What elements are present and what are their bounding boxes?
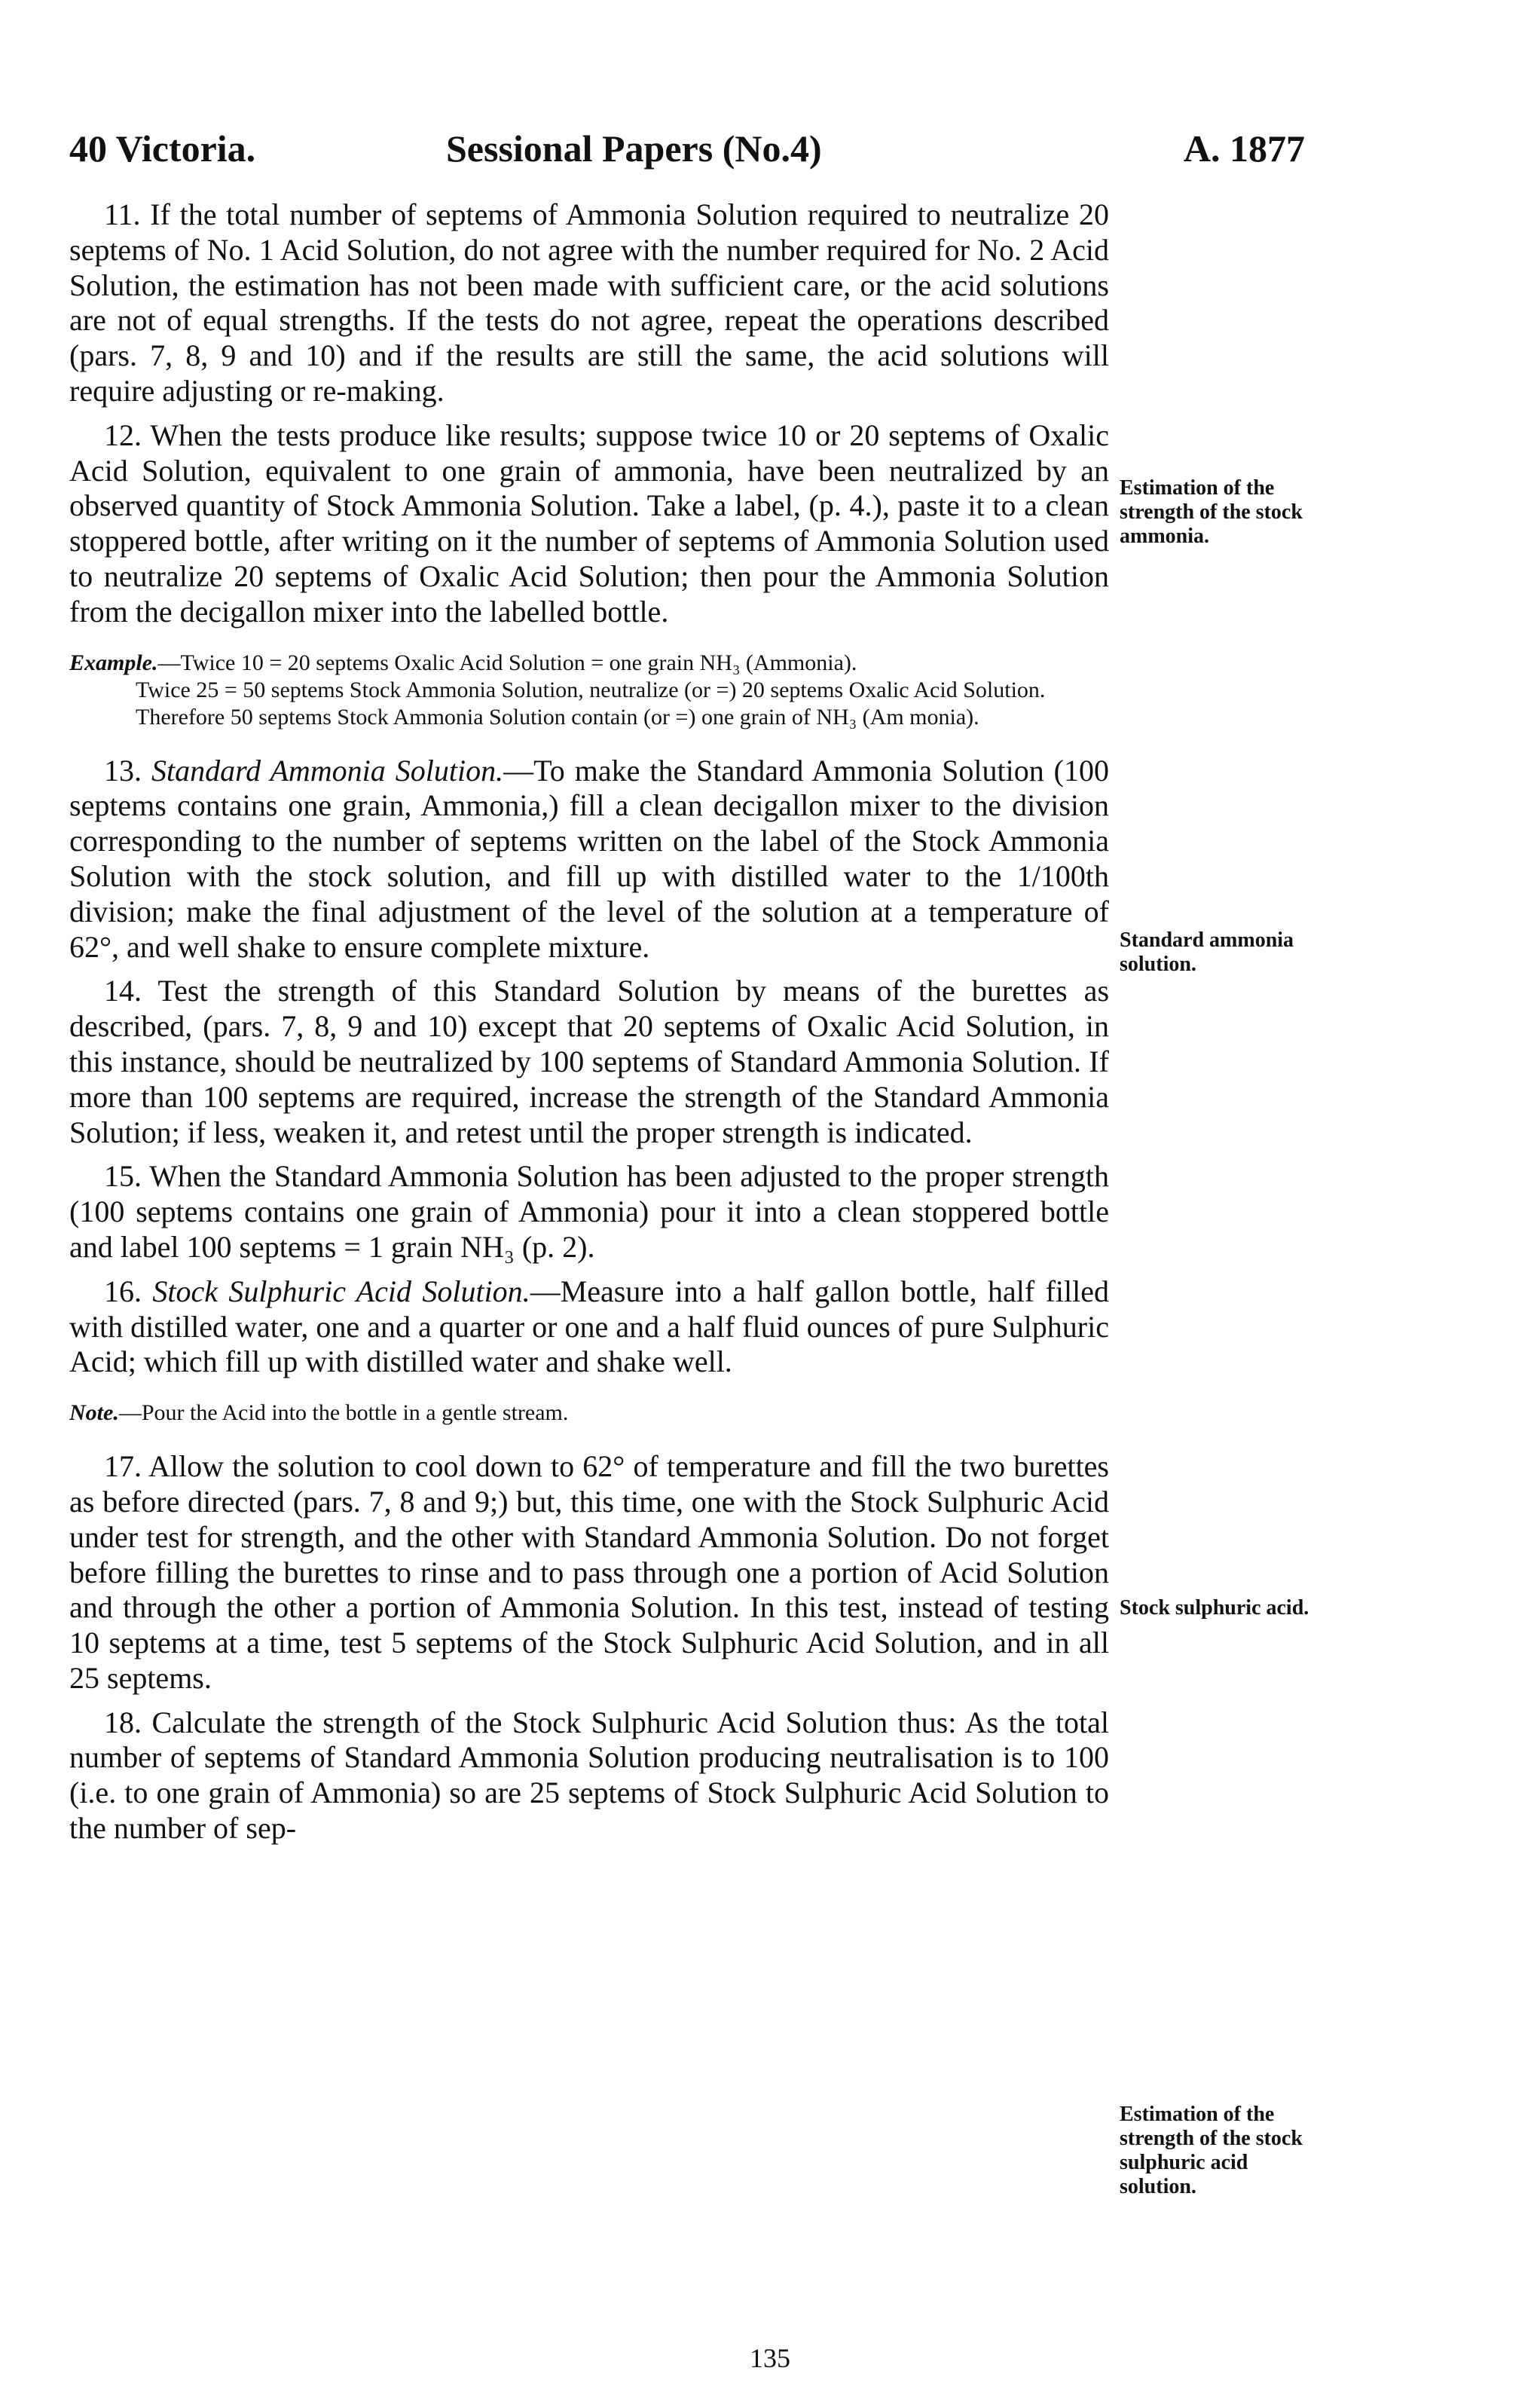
example-label: Example.: [69, 650, 158, 675]
example-line-2: Twice 25 = 50 septems Stock Ammonia Solution, neutralize (or =) 20 septems Oxalic Acid Solution.: [136, 677, 1046, 702]
example-line-1: —Twice 10 = 20 septems Oxalic Acid Solution = one grain NH₃ (Ammonia).: [157, 650, 857, 675]
paragraph-11: [69, 197, 1109, 409]
paragraph-14: [69, 974, 1109, 1150]
note-block: [69, 1399, 1109, 1427]
paragraph-text: —To make the Standard Ammonia Solution (100 septems contains one grain, Ammonia,) fill a clean decigallon mixer to the division corresponding to the number of septems written on the label of the Stock Ammonia Solution with the stock solution, and fill up with distilled water to the 1/100th division; make the final adjustment of the level of the solution at a temperature of 62°, and well shake to ensure complete mixture.: [69, 753, 1109, 964]
paragraph-number: 18.: [104, 1705, 142, 1739]
paragraph-12: [69, 418, 1109, 630]
paragraph-16: [69, 1274, 1109, 1380]
paragraph-18: [69, 1705, 1109, 1846]
margin-note-stock-sulphuric: Stock sulphuric acid.: [1120, 1596, 1309, 1620]
paragraph-number: 17.: [104, 1449, 142, 1484]
paragraph-text: —Measure into a half gallon bottle, half filled with distilled water, one and a quarter or one and a half fluid ounces of pure Sulphuric Acid; which fill up with distilled water and shake well.: [69, 1274, 1110, 1379]
example-block: [69, 650, 1109, 731]
running-header: [69, 127, 1305, 179]
paragraph-text: When the Standard Ammonia Solution has been adjusted to the proper strength (100 septems contains one grain of Ammonia) pour it into a clean stoppered bottle and label 100 septems = 1 grain NH₃ (p. 2).: [69, 1159, 1109, 1264]
paragraph-text: Calculate the strength of the Stock Sulphuric Acid Solution thus: As the total number of septems of Standard Ammonia Solution producing neutralisation is to 100 (i.e. to one grain of Ammonia) so are 25 septems of Stock Sulphuric Acid Solution to the number of sep-: [69, 1705, 1110, 1846]
paragraph-15: [69, 1159, 1109, 1265]
page-number: 135: [750, 2343, 790, 2373]
margin-note-estimation-ammonia: Estimation of the strength of the stock ammonia.: [1120, 476, 1303, 548]
paragraph-text: Test the strength of this Standard Solution by means of the burettes as described, (pars. 7, 8, 9 and 10) except that 20 septems of Oxalic Acid Solution, in this instance, should be neutralized by 100 septems of Standard Ammonia Solution. If more than 100 septems are required, increase the strength of the Standard Ammonia Solution; if less, weaken it, and retest until the proper strength is indicated.: [69, 974, 1110, 1149]
paragraph-heading: Standard Ammonia Solution.: [151, 753, 504, 788]
margin-note-estimation-sulphuric: Estimation of the strength of the stock sulphuric acid solution.: [1120, 2103, 1303, 2198]
paragraph-number: 12.: [104, 418, 142, 452]
paragraph-number: 16.: [104, 1274, 142, 1308]
paragraph-heading: Stock Sulphuric Acid Solution.: [152, 1274, 530, 1308]
header-year: A. 1877: [1183, 127, 1305, 170]
paragraph-13: [69, 754, 1109, 965]
note-text: —Pour the Acid into the bottle in a gentle stream.: [118, 1400, 569, 1426]
paragraph-17: [69, 1449, 1109, 1696]
header-volume: 40 Victoria.: [69, 127, 256, 170]
paragraph-number: 11.: [104, 197, 141, 231]
margin-note-standard-ammonia: Standard ammonia solution.: [1120, 928, 1294, 976]
paragraph-text: Allow the solution to cool down to 62° of temperature and fill the two burettes as before directed (pars. 7, 8 and 9;) but, this time, one with the Stock Sulphuric Acid under test for strength, and the other with Standard Ammonia Solution. Do not forget before filling the burettes to rinse and to pass through one a portion of Acid Solution and through the other a portion of Ammonia Solution. In this test, instead of testing 10 septems at a time, test 5 septems of the Stock Sulphuric Acid Solution, and in all 25 septems.: [69, 1449, 1110, 1695]
paragraph-number: 14.: [104, 974, 142, 1008]
example-line-3: Therefore 50 septems Stock Ammonia Solution contain (or =) one grain of NH₃ (Am monia).: [136, 704, 979, 730]
note-label: Note.: [69, 1400, 119, 1426]
body-text: [69, 197, 1109, 1855]
paragraph-number: 15.: [104, 1159, 142, 1194]
paragraph-text: When the tests produce like results; suppose twice 10 or 20 septems of Oxalic Acid Solution, equivalent to one grain of ammonia, have been neutralized by an observed quantity of Stock Ammonia Solution. Take a label, (p. 4.), paste it to a clean stoppered bottle, after writing on it the number of septems of Ammonia Solution used to neutralize 20 septems of Oxalic Acid Solution; then pour the Ammonia Solution from the decigallon mixer into the labelled bottle.: [69, 418, 1110, 629]
header-title: Sessional Papers (No.4): [446, 127, 822, 170]
paragraph-text: If the total number of septems of Ammonia Solution required to neutralize 20 septems of No. 1 Acid Solution, do not agree with the number required for No. 2 Acid Solution, the estimation has not been made with sufficient care, or the acid solutions are not of equal strengths. If the tests do not agree, repeat the operations described (pars. 7, 8, 9 and 10) and if the results are still the same, the acid solutions will require adjusting or re-making.: [69, 197, 1110, 408]
paragraph-number: 13.: [104, 753, 142, 788]
